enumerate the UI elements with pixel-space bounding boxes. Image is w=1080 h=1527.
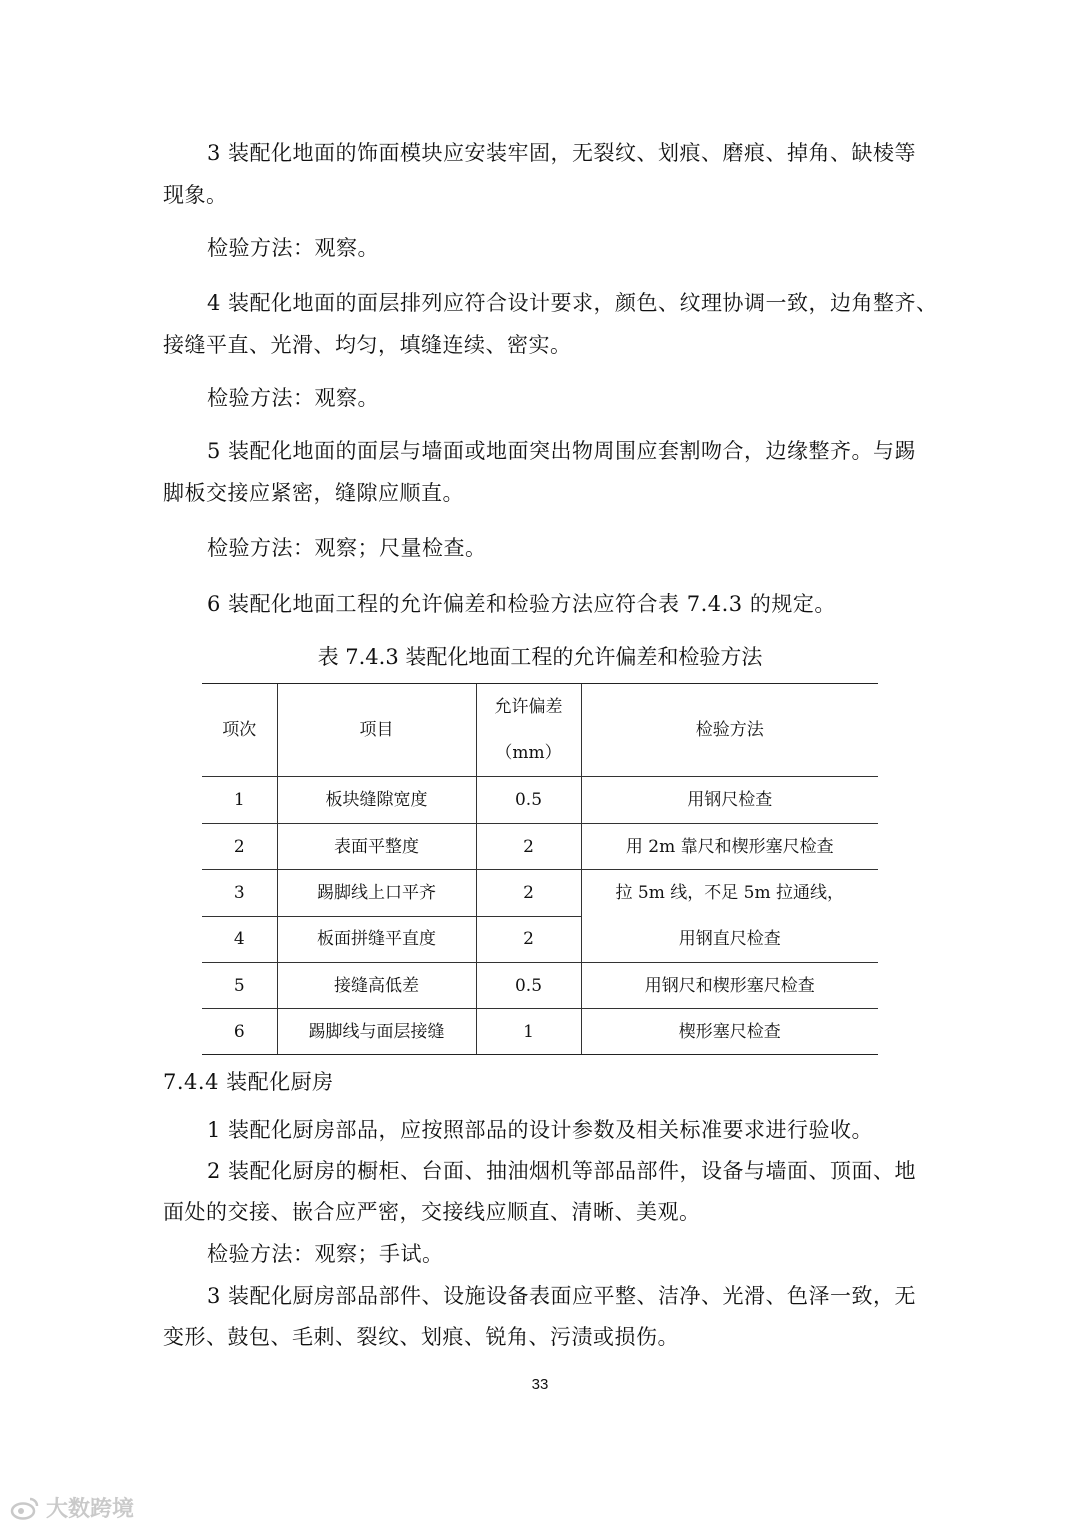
row-method-line-1: 拉 5m 线，不足 5m 拉通线， [615,883,844,903]
row-item: 接缝高低差 [277,963,476,1009]
row-tolerance: 0.5 [476,963,581,1009]
paragraph-3-line-2: 现象。 [163,183,228,207]
watermark-text: 大数跨境 [46,1497,135,1522]
row-tolerance: 2 [476,870,581,917]
header-index: 项次 [202,684,277,777]
section-heading: 7.4.4 装配化厨房 [163,1070,334,1094]
section-item-3-line-1: 3 装配化厨房部品部件、设施设备表面应平整、洁净、光滑、色泽一致，无 [207,1284,917,1308]
row-index: 3 [202,870,277,917]
paragraph-5-line-1: 5 装配化地面的面层与墙面或地面突出物周围应套割吻合，边缘整齐。与踢 [207,439,917,463]
weibo-icon [10,1496,40,1520]
row-item: 踢脚线与面层接缝 [277,1009,476,1055]
paragraph-4-line-2: 接缝平直、光滑、均匀，填缝连续、密实。 [163,333,572,357]
paragraph-4-method: 检验方法：观察。 [207,386,379,410]
paragraph-4-line-1: 4 装配化地面的面层排列应符合设计要求，颜色、纹理协调一致，边角整齐、 [207,291,938,315]
paragraph-6-line-1: 6 装配化地面工程的允许偏差和检验方法应符合表 7.4.3 的规定。 [207,592,836,616]
row-method: 用钢尺检查 [581,777,878,824]
paragraph-3-line-1: 3 装配化地面的饰面模块应安装牢固，无裂纹、划痕、磨痕、掉角、缺棱等 [207,141,917,165]
section-item-3-line-2: 变形、鼓包、毛刺、裂纹、划痕、锐角、污渍或损伤。 [163,1325,679,1349]
row-method: 用 2m 靠尺和楔形塞尺检查 [581,824,878,870]
row-method-line-2: 用钢直尺检查 [678,929,781,949]
row-index: 2 [202,824,277,870]
header-tolerance-label: 允许偏差 [494,697,563,717]
table-row [202,824,878,870]
row-tolerance: 1 [476,1009,581,1055]
header-method: 检验方法 [581,684,878,777]
row-index: 4 [202,916,277,963]
section-item-2-method: 检验方法：观察；手试。 [207,1242,444,1266]
row-item: 表面平整度 [277,824,476,870]
section-item-1-line-1: 1 装配化厨房部品，应按照部品的设计参数及相关标准要求进行验收。 [207,1118,874,1142]
header-item: 项目 [277,684,476,777]
watermark [10,1492,134,1523]
table-row [202,1009,878,1055]
table-caption: 表 7.4.3 装配化地面工程的允许偏差和检验方法 [317,645,763,669]
row-item: 板块缝隙宽度 [277,777,476,824]
header-tolerance-unit: （mm） [495,743,562,763]
row-tolerance: 2 [476,824,581,870]
table-header-row [202,684,878,777]
table-row [202,963,878,1009]
tolerance-table [202,683,878,1055]
table-row [202,777,878,824]
row-tolerance: 0.5 [476,777,581,824]
paragraph-5-method: 检验方法：观察；尺量检查。 [207,536,487,560]
header-tolerance [476,684,581,777]
row-index: 1 [202,777,277,824]
row-method-merged [581,870,878,963]
row-method: 楔形塞尺检查 [581,1009,878,1055]
row-item: 板面拼缝平直度 [277,916,476,963]
row-method: 用钢尺和楔形塞尺检查 [581,963,878,1009]
row-item: 踢脚线上口平齐 [277,870,476,917]
section-item-2-line-2: 面处的交接、嵌合应严密，交接线应顺直、清晰、美观。 [163,1200,701,1224]
row-index: 6 [202,1009,277,1055]
page-number: 33 [531,1376,549,1393]
section-item-2-line-1: 2 装配化厨房的橱柜、台面、抽油烟机等部品部件，设备与墙面、顶面、地 [207,1159,917,1183]
table-row [202,870,878,917]
paragraph-3-method: 检验方法：观察。 [207,236,379,260]
row-index: 5 [202,963,277,1009]
row-tolerance: 2 [476,916,581,963]
paragraph-5-line-2: 脚板交接应紧密，缝隙应顺直。 [163,481,464,505]
